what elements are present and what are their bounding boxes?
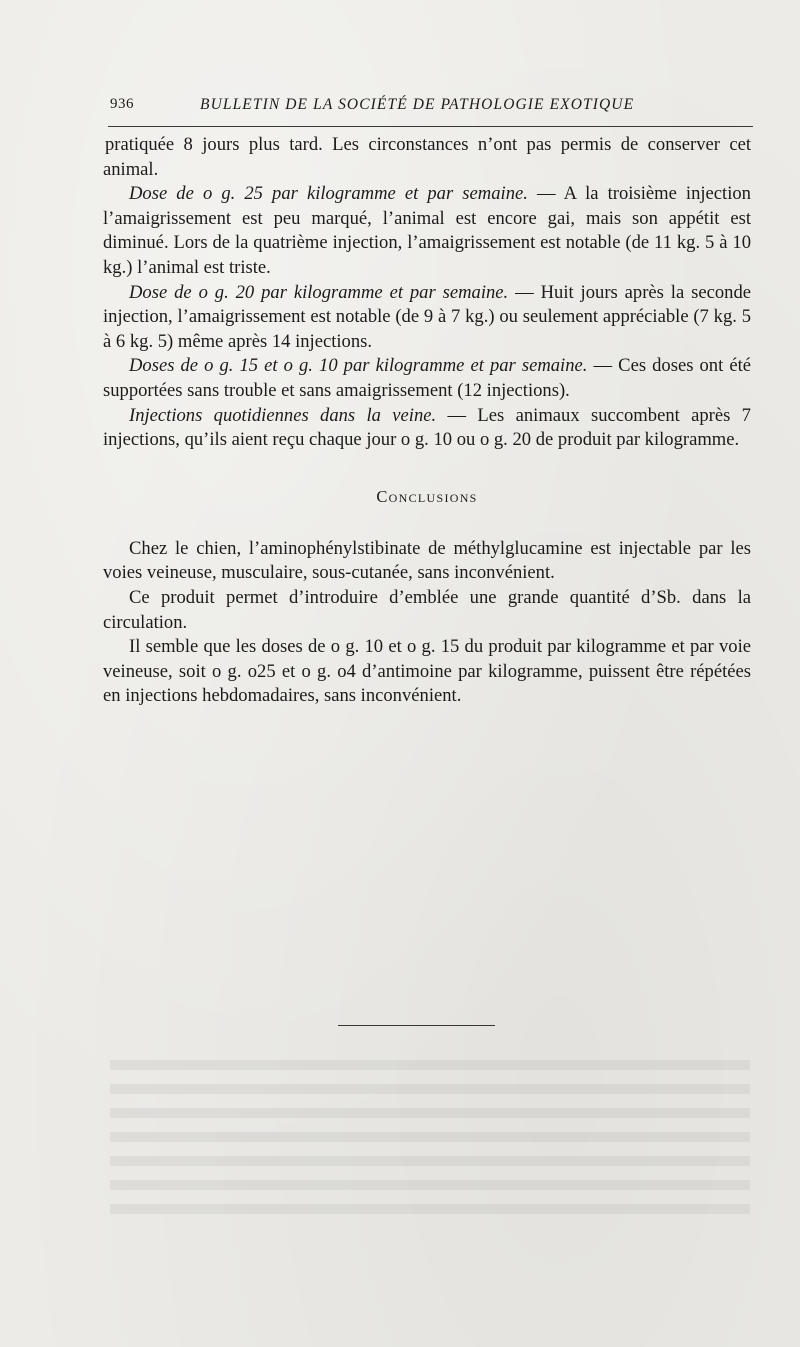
paragraph-continuation [103, 133, 751, 182]
paragraph-lead: Dose de o g. 25 par kilogramme et par semaine. [129, 183, 528, 205]
paragraph-dose-25 [103, 182, 751, 280]
paragraph-text: — A la troisième injection l’amaigrissement est peu marqué, l’animal est encore gai, mais son appétit est diminué. Lors de la quatrième injection, l’amaigrissement est notable (de 11 kg. 5 à 10 kg.) l’animal est triste. [103, 183, 751, 278]
paragraph-text: — Ces doses ont été supportées sans trouble et sans amaigrissement (12 injections). [103, 355, 752, 401]
conclusion-paragraph-3: Il semble que les doses de o g. 10 et o g. 15 du produit par kilogramme et par voie veineuse, soit o g. o25 et o g. o4 d’antimoine par kilogramme, puissent être répétées en injections hebdomadaires, sans inconvénient. [103, 636, 751, 707]
article-body [103, 133, 751, 709]
section-heading-conclusions: Conclusions [376, 486, 478, 506]
paragraph-text: — Les animaux succombent après 7 injections, qu’ils aient reçu chaque jour o g. 10 ou o g. 20 de produit par kilogramme. [103, 404, 751, 451]
paragraph-daily-injections [103, 404, 751, 453]
show-through-texture [110, 1060, 750, 1220]
paragraph-dose-20 [103, 281, 751, 355]
end-rule [338, 1025, 495, 1026]
conclusion-paragraph-1: Chez le chien, l’aminophénylstibinate de méthylglucamine est injectable par les voies veineuse, musculaire, sous-cutanée, sans inconvénient. [103, 537, 751, 584]
paragraph-lead: Doses de o g. 15 et o g. 10 par kilogramme et par semaine. [129, 355, 588, 377]
page-number: 936 [110, 96, 134, 112]
paragraph-text: pratiquée 8 jours plus tard. Les circonstances n’ont pas permis de conserver cet animal. [103, 134, 751, 180]
paragraph-text: — Huit jours après la seconde injection, l’amaigrissement est notable (de 9 à 7 kg.) ou seulement appréciable (7 kg. 5 à 6 kg. 5) même après 14 injections. [103, 281, 751, 352]
paragraph-lead: Injections quotidiennes dans la veine. [129, 404, 437, 426]
running-title: BULLETIN DE LA SOCIÉTÉ DE PATHOLOGIE EXOTIQUE [200, 96, 635, 113]
conclusion-paragraph-2: Ce produit permet d’introduire d’emblée une grande quantité d’Sb. dans la circulation. [103, 586, 751, 633]
paragraph-lead: Dose de o g. 20 par kilogramme et par semaine. [129, 281, 509, 303]
paragraph-dose-15-10 [103, 354, 751, 403]
page-header [104, 94, 754, 124]
header-rule [108, 126, 753, 127]
